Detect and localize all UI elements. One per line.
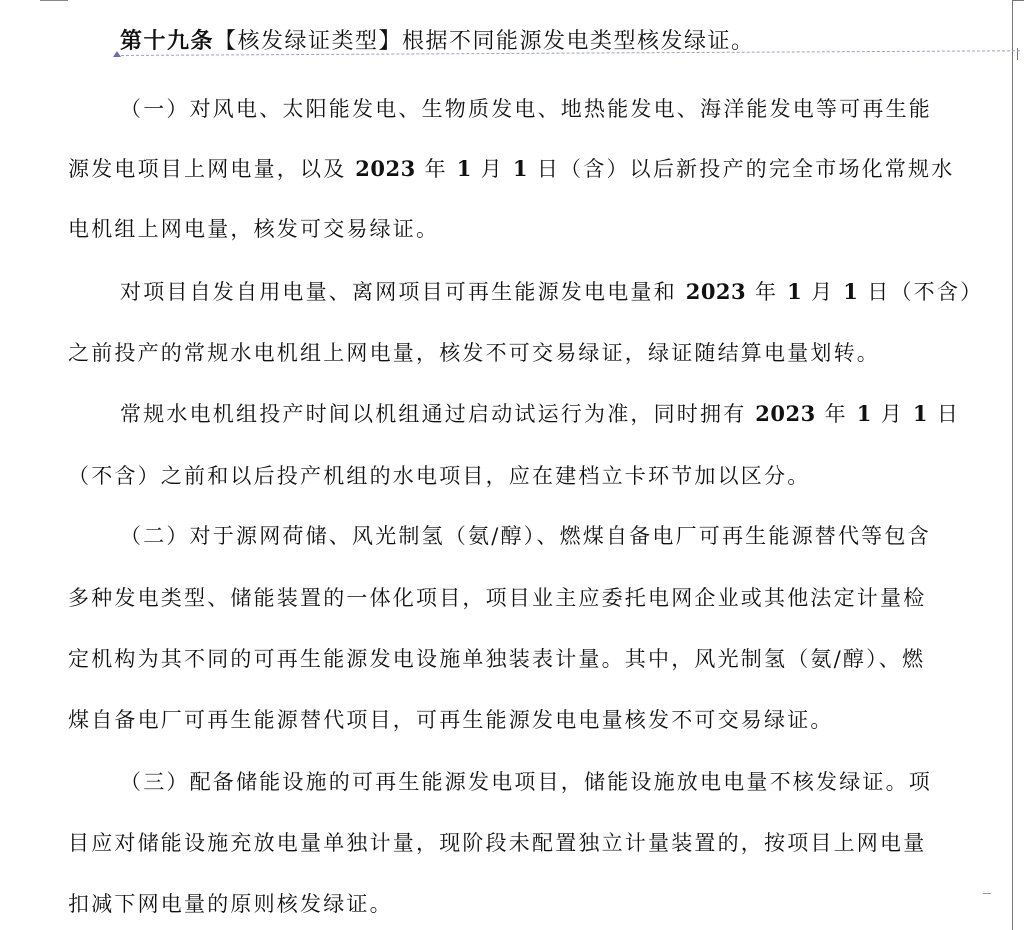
paragraph-1-line-3 xyxy=(68,213,439,243)
year-value: 2023 xyxy=(685,279,747,304)
text-span: 煤自备电厂可再生能源替代项目，可再生能源发电电量核发不可交易绿证。 xyxy=(68,708,834,732)
month-value: 1 xyxy=(856,401,872,426)
article-bracket-title: 【核发绿证类型】 xyxy=(214,29,403,54)
text-span: 定机构为其不同的可再生能源发电设施单独装表计量。其中，风光制氢（氨/醇）、燃 xyxy=(68,647,926,671)
text-span: 电机组上网电量，核发可交易绿证。 xyxy=(68,217,440,241)
text-span: 扣减下网电量的原则核发绿证。 xyxy=(68,892,393,916)
paragraph-5-line-3 xyxy=(68,888,393,918)
text-span: （二）对于源网荷储、风光制氢（氨/醇）、燃煤自备电厂可再生能源替代等包含 xyxy=(120,524,931,548)
text-span: 年 xyxy=(824,402,848,426)
day-value: 1 xyxy=(512,156,528,181)
article-number: 第十九条 xyxy=(120,28,215,54)
text-span: 月 xyxy=(880,402,904,426)
paragraph-2-line-1 xyxy=(120,276,983,306)
text-span: 之前投产的常规水电机组上网电量，核发不可交易绿证，绿证随结算电量划转。 xyxy=(68,341,880,365)
text-span: （一）对风电、太阳能发电、生物质发电、地热能发电、海洋能发电等可再生能 xyxy=(120,97,932,121)
text-span: 日（含）以后新投产的完全市场化常规水 xyxy=(536,157,955,181)
day-value: 1 xyxy=(912,401,928,426)
text-span: 源发电项目上网电量，以及 xyxy=(68,157,347,181)
page-right-tick xyxy=(1012,0,1024,1)
text-span: 对项目自发自用电量、离网项目可再生能源发电电量和 xyxy=(120,280,677,304)
text-span: 月 xyxy=(480,157,504,181)
paragraph-4-line-4 xyxy=(68,704,834,734)
paragraph-4-line-1 xyxy=(120,520,931,550)
text-span: （三）配备储能设施的可再生能源发电项目，储能设施放电电量不核发绿证。项 xyxy=(120,770,932,794)
text-span: 多种发电类型、储能装置的一体化项目，项目业主应委托电网企业或其他法定计量检 xyxy=(68,586,927,610)
page-corner-mark xyxy=(40,0,68,1)
day-value: 1 xyxy=(843,279,859,304)
text-span: 日 xyxy=(936,402,961,426)
paragraph-4-line-3 xyxy=(68,643,925,673)
month-value: 1 xyxy=(787,279,803,304)
text-span: 年 xyxy=(755,280,779,304)
text-span: （不含）之前和以后投产机组的水电项目，应在建档立卡环节加以区分。 xyxy=(68,464,811,488)
paragraph-3-line-1 xyxy=(120,398,960,428)
text-span: 常规水电机组投产时间以机组通过启动试运行为准，同时拥有 xyxy=(120,402,747,426)
text-span: 目应对储能设施充放电量单独计量，现阶段未配置独立计量装置的，按项目上网电量 xyxy=(68,831,927,855)
paragraph-5-line-2 xyxy=(68,827,926,857)
article-heading xyxy=(120,24,755,55)
paragraph-end-mark xyxy=(983,893,991,894)
paragraph-5-line-1 xyxy=(120,766,932,796)
text-span: 年 xyxy=(424,157,448,181)
article-heading-text: 根据不同能源发电类型核发绿证。 xyxy=(402,29,755,54)
year-value: 2023 xyxy=(355,156,416,181)
paragraph-4-line-2 xyxy=(68,582,926,612)
text-span: 月 xyxy=(811,280,835,304)
text-span: 日（不含） xyxy=(867,280,984,304)
year-value: 2023 xyxy=(755,401,816,426)
page-right-margin-line xyxy=(1012,0,1013,930)
paragraph-2-line-2 xyxy=(68,337,880,367)
paragraph-1-line-1 xyxy=(120,93,932,123)
paragraph-1-line-2 xyxy=(68,153,954,183)
paragraph-3-line-2 xyxy=(68,460,810,490)
month-value: 1 xyxy=(456,156,472,181)
